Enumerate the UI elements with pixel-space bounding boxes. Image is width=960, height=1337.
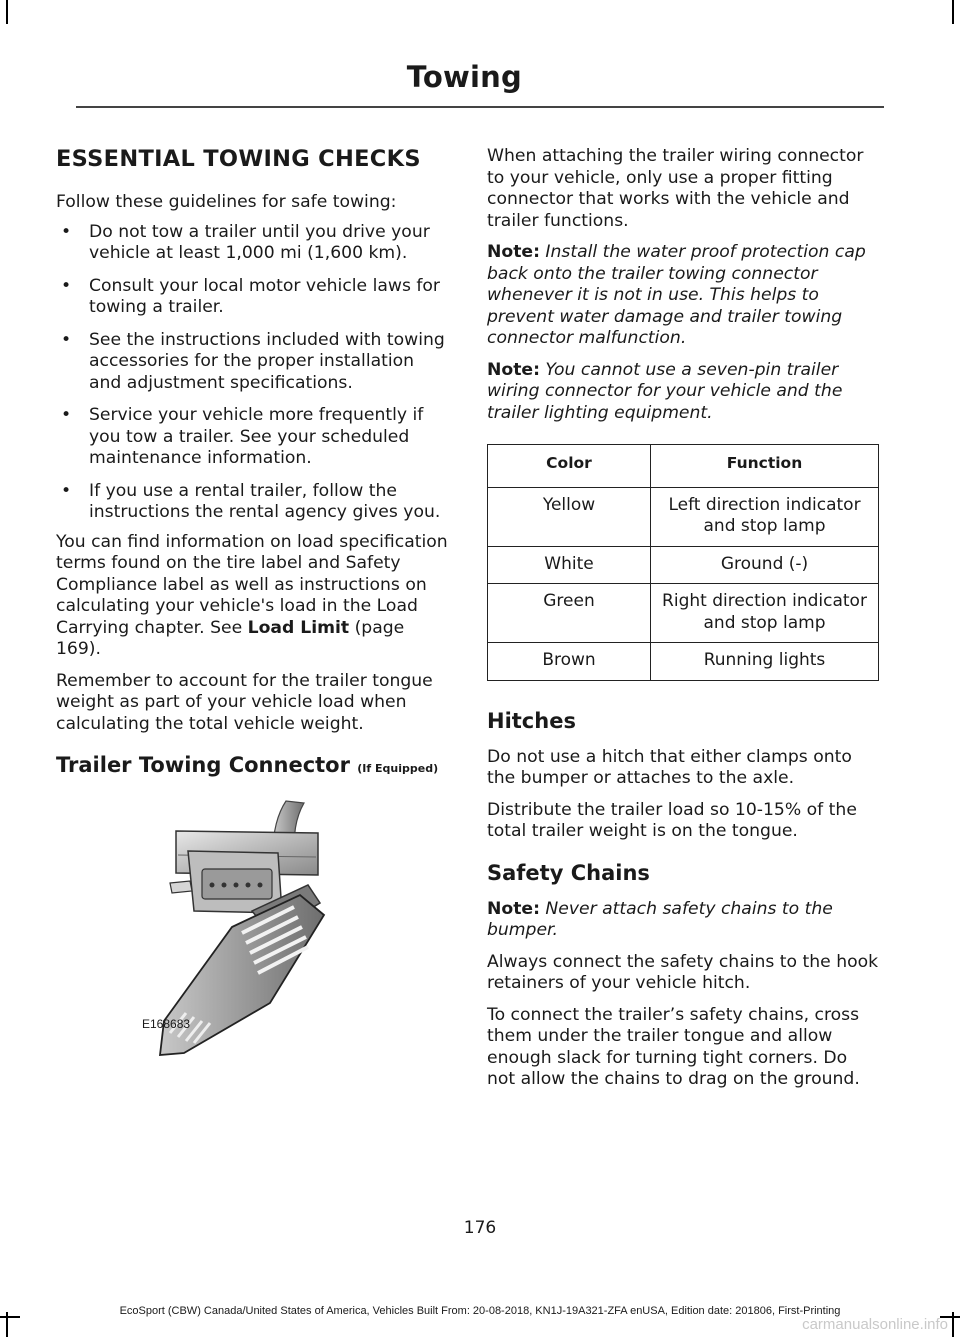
note-text: Never attach safety chains to the bumper. — [487, 898, 833, 940]
note-safety-chains — [487, 899, 879, 942]
note-seven-pin — [487, 360, 879, 425]
intro-text: Follow these guidelines for safe towing: — [56, 192, 397, 212]
table-row — [488, 487, 879, 546]
list-item — [56, 222, 448, 265]
connector-heading — [56, 753, 448, 777]
list-item-text: Service your vehicle more frequently if you tow a trailer. See your scheduled maintenance information. — [89, 405, 424, 468]
hitches-paragraph: Distribute the trailer load so 10-15% of the total trailer weight is on the tongue. — [487, 799, 857, 841]
crop-mark — [952, 0, 954, 24]
table-row — [488, 643, 879, 681]
wire-function: Right direction indicator and stop lamp — [651, 584, 879, 643]
chains-paragraph: Always connect the safety chains to the hook retainers of your vehicle hitch. — [487, 951, 879, 993]
load-limit-link[interactable]: Load Limit — [247, 617, 350, 638]
connector-illustration — [56, 793, 448, 1073]
column-header-color: Color — [488, 445, 651, 488]
bullet-icon: • — [61, 329, 72, 350]
bullet-icon: • — [61, 275, 72, 296]
load-info-text: You can find information on load specification terms found on the tire label and Safety Compliance label as well as instructions on calculating your vehicle's load in the Load Carrying chapter. See — [56, 531, 448, 638]
wire-color: White — [488, 546, 651, 584]
note-text: You cannot use a seven-pin trailer wiring connector for your vehicle and the trailer lighting equipment. — [487, 359, 843, 423]
bullet-icon: • — [61, 480, 72, 501]
list-item — [56, 276, 448, 319]
list-item — [56, 405, 448, 470]
guideline-list — [56, 222, 448, 524]
wire-function: Ground (-) — [651, 546, 879, 584]
bullet-icon: • — [61, 221, 72, 242]
left-column — [56, 146, 448, 1073]
list-item — [56, 481, 448, 524]
trailer-connector-image — [56, 793, 448, 1073]
list-item-text: See the instructions included with towing accessories for the proper installation and adjustment specifications. — [89, 329, 445, 393]
load-info-paragraph — [56, 532, 448, 661]
note-label: Note: — [487, 359, 540, 380]
figure-code: E168683 — [142, 1017, 191, 1031]
safety-chains-heading: Safety Chains — [487, 860, 650, 885]
table-row — [488, 546, 879, 584]
note-label: Note: — [487, 898, 540, 919]
wiring-paragraph: When attaching the trailer wiring connector to your vehicle, only use a proper fitting connector that works with the vehicle and trailer functions. — [487, 146, 864, 231]
section-heading: ESSENTIAL TOWING CHECKS — [56, 146, 421, 172]
hitches-paragraph: Do not use a hitch that either clamps onto the bumper or attaches to the axle. — [487, 746, 852, 788]
wiring-table — [487, 444, 879, 681]
wire-function: Running lights — [651, 643, 879, 681]
right-column — [487, 146, 879, 1101]
column-header-function: Function — [651, 445, 879, 488]
chains-paragraph: To connect the trailer’s safety chains, cross them under the trailer tongue and allow enough slack for turning tight corners. Do not allow the chains to drag on the ground. — [487, 1004, 860, 1089]
note-protection-cap — [487, 242, 879, 350]
page-reference: (page 169). — [56, 617, 405, 659]
watermark: carmanualsonline.info — [802, 1316, 948, 1333]
bullet-icon: • — [61, 405, 72, 425]
equipped-note: (If Equipped) — [357, 762, 439, 775]
wire-color: Yellow — [488, 487, 651, 546]
crop-mark — [6, 0, 8, 24]
wire-color: Brown — [488, 643, 651, 681]
header-divider — [76, 106, 884, 108]
table-header-row — [488, 445, 879, 488]
list-item — [56, 330, 448, 395]
table-row — [488, 584, 879, 643]
note-label: Note: — [487, 242, 540, 262]
list-item-text: Consult your local motor vehicle laws for towing a trailer. — [89, 275, 440, 317]
list-item-text: Do not tow a trailer until you drive your vehicle at least 1,000 mi (1,600 km). — [89, 221, 430, 263]
page-title: Towing — [406, 60, 522, 94]
connector-heading-text: Trailer Towing Connector — [56, 753, 350, 777]
footer-text: EcoSport (CBW) Canada/United States of America, Vehicles Built From: 20-08-2018, KN1J-19A321-ZFA enUSA, Edition date: 201806, First-Printing — [119, 1305, 841, 1317]
wire-color: Green — [488, 584, 651, 643]
hitches-heading: Hitches — [487, 708, 576, 733]
page-number: 176 — [463, 1218, 497, 1238]
tongue-weight-paragraph: Remember to account for the trailer tongue weight as part of your vehicle load when calculating the total vehicle weight. — [56, 670, 433, 734]
list-item-text: If you use a rental trailer, follow the instructions the rental agency gives you. — [89, 480, 441, 522]
note-text: Install the water proof protection cap back onto the trailer towing connector whenever it is not in use. This helps to prevent water damage and trailer towing connector malfunction. — [487, 242, 866, 348]
wire-function: Left direction indicator and stop lamp — [651, 487, 879, 546]
